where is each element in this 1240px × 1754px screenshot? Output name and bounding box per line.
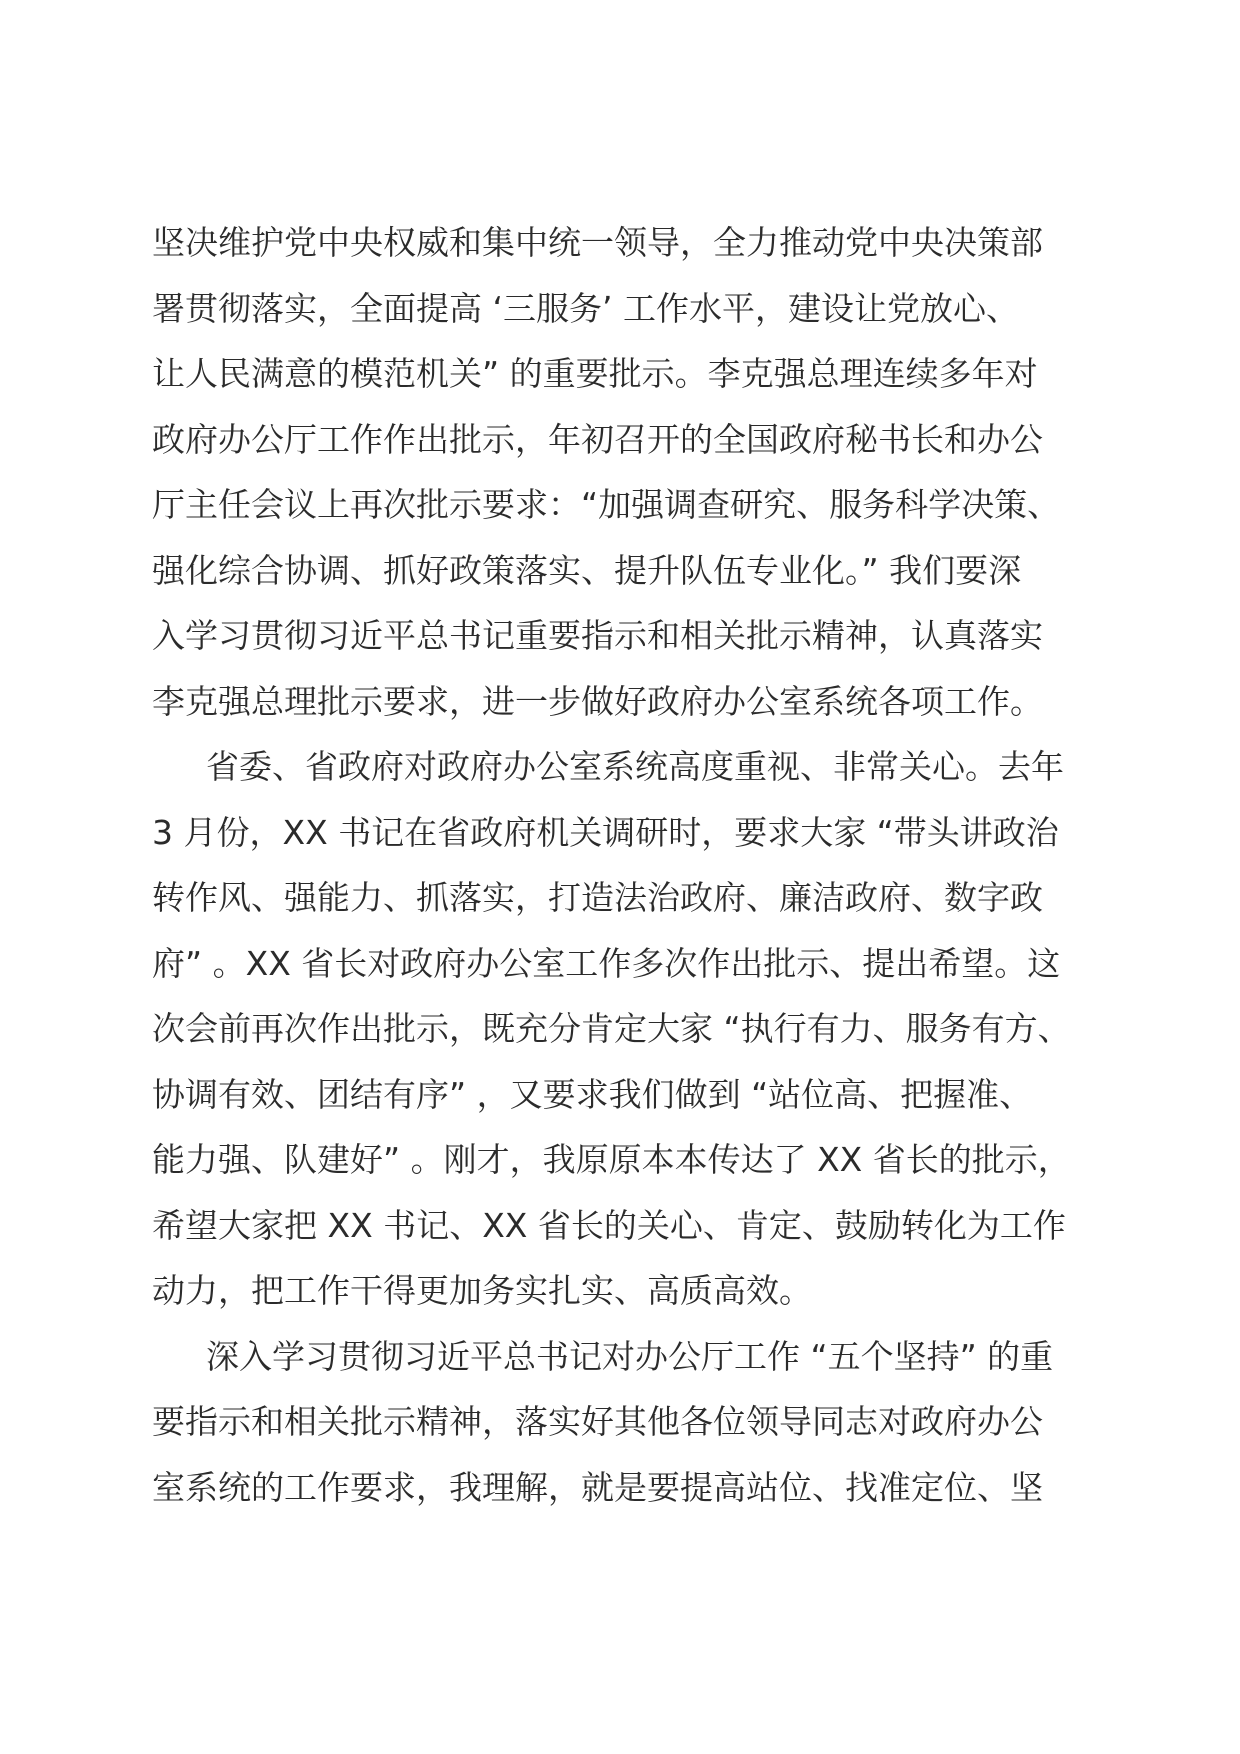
text-line: 协调有效、团结有序” ，又要求我们做到 “站位高、把握准、 <box>152 1074 1033 1114</box>
text-line: 希望大家把 XX 书记、XX 省长的关心、肯定、鼓励转化为工作 <box>152 1205 1066 1245</box>
text-line: 能力强、队建好” 。刚才，我原原本本传达了 XX 省长的批示， <box>152 1140 1071 1179</box>
text-line: 署贯彻落实，全面提高 ‘三服务’ 工作水平，建设让党放心、 <box>152 288 1019 328</box>
paragraph-first-line: 省委、省政府对政府办公室系统高度重视、非常关心。去年 <box>206 747 1064 786</box>
text-line: 让人民满意的模范机关” 的重要批示。李克强总理连续多年对 <box>152 354 1038 393</box>
text-line: 李克强总理批示要求，进一步做好政府办公室系统各项工作。 <box>152 681 1043 721</box>
paragraph-first-line: 深入学习贯彻习近平总书记对办公厅工作 “五个坚持” 的重 <box>206 1336 1054 1376</box>
text-line: 次会前再次作出批示，既充分肯定大家 “执行有力、服务有方、 <box>152 1009 1071 1048</box>
text-line: 政府办公厅工作作出批示，年初召开的全国政府秘书长和办公 <box>152 419 1043 459</box>
text-line: 强化综合协调、抓好政策落实、提升队伍专业化。” 我们要深 <box>152 550 1022 590</box>
text-line: 室系统的工作要求，我理解，就是要提高站位、找准定位、坚 <box>152 1467 1043 1507</box>
text-line: 入学习贯彻习近平总书记重要指示和相关批示精神，认真落实 <box>152 616 1043 655</box>
text-line: 坚决维护党中央权威和集中统一领导，全力推动党中央决策部 <box>152 223 1043 262</box>
text-line: 府” 。XX 省长对政府办公室工作多次作出批示、提出希望。这 <box>152 943 1061 983</box>
text-line: 3 月份，XX 书记在省政府机关调研时，要求大家 “带头讲政治 <box>152 812 1059 852</box>
body-text <box>152 210 1092 1520</box>
text-line: 要指示和相关批示精神，落实好其他各位领导同志对政府办公 <box>152 1402 1043 1441</box>
text-line: 转作风、强能力、抓落实，打造法治政府、廉洁政府、数字政 <box>152 878 1043 917</box>
text-line: 动力，把工作干得更加务实扎实、高质高效。 <box>152 1271 812 1310</box>
text-line: 厅主任会议上再次批示要求：“加强调查研究、服务科学决策、 <box>152 485 1061 524</box>
